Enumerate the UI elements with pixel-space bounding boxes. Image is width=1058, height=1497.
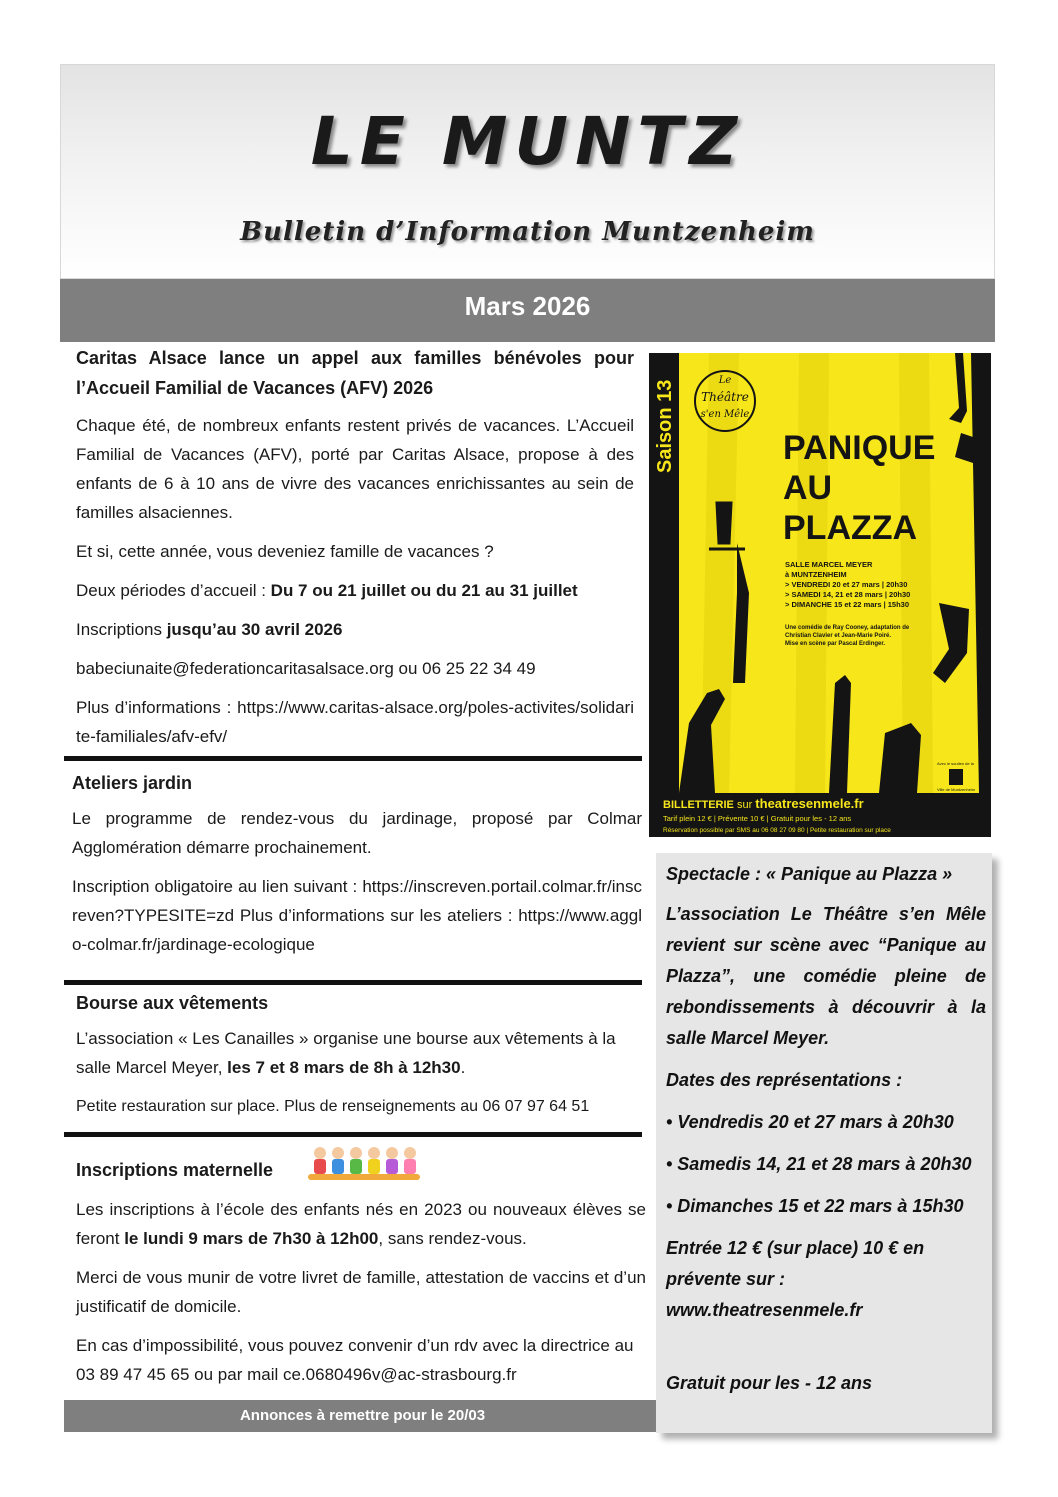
maternelle-text: Les inscriptions à l’école des enfants nés en 2023 ou nouveaux élèves se feront xyxy=(76,1200,646,1248)
bourse-heading: Bourse aux vêtements xyxy=(76,993,269,1013)
theatre-poster xyxy=(649,353,991,837)
poster-title-line2: AU xyxy=(783,469,833,507)
poster-season: Saison 13 xyxy=(654,379,676,473)
poster-support1: Avec le soutien de la xyxy=(937,761,974,766)
maternelle-dates xyxy=(76,1195,646,1253)
poster-support2: Ville de Muntzenheim xyxy=(937,787,976,792)
bulletin-title: LE MUNTZ xyxy=(310,103,745,180)
spectacle-title: Spectacle : « Panique au Plazza » xyxy=(666,864,953,884)
spectacle-date1: • Vendredis 20 et 27 mars à 20h30 xyxy=(666,1112,954,1132)
spectacle-description: L’association Le Théâtre s’en Mêle revient sur scène avec “Panique au Plazza”, une comédie pleine de rebondissements à découvrir à la salle Marcel Meyer. xyxy=(666,904,986,1048)
bourse-text: L’association « Les Canailles » organise une bourse aux vêtements à la salle Marcel Meyer, xyxy=(76,1029,616,1077)
poster-logo-theatre: Théâtre xyxy=(701,390,749,404)
caritas-section xyxy=(76,343,634,761)
caritas-more-info: Plus d’informations : https://www.caritas-alsace.org/poles-activites/solidarite-familiales/afv-efv/ xyxy=(76,698,634,746)
bulletin-subtitle: Bulletin d’Information Muntzenheim xyxy=(240,217,815,247)
maternelle-text-end: , sans rendez-vous. xyxy=(378,1229,527,1248)
inscriptions-value: jusqu’au 30 avril 2026 xyxy=(166,620,343,639)
maternelle-contact: En cas d’impossibilité, vous pouvez convenir d’un rdv avec la directrice au 03 89 47 45 65 ou par mail ce.0680496v@ac-strasbourg.fr xyxy=(76,1336,634,1384)
jardin-intro: Le programme de rendez-vous du jardinage, proposé par Colmar Agglomération démarre prochainement. xyxy=(72,809,642,857)
maternelle-heading xyxy=(76,1155,646,1185)
maternelle-title: Inscriptions maternelle xyxy=(76,1160,274,1180)
periods-value: Du 7 ou 21 juillet ou du 21 au 31 juillet xyxy=(270,581,578,600)
masthead xyxy=(60,64,995,279)
poster-tarifs: Tarif plein 12 € | Prévente 10 € | Gratuit pour les - 12 ans xyxy=(663,814,852,823)
poster-billetterie xyxy=(663,796,864,811)
spectacle-dates-title: Dates des représentations : xyxy=(666,1070,903,1090)
caritas-contact: babeciunaite@federationcaritasalsace.org ou 06 25 22 34 49 xyxy=(76,659,536,678)
poster-title-line3: PLAZZA xyxy=(783,509,918,547)
children-illustration-icon xyxy=(308,1144,420,1184)
section-divider xyxy=(64,1132,642,1137)
poster-date1: > VENDREDI 20 et 27 mars | 20h30 xyxy=(785,580,908,589)
spectacle-price: Entrée 12 € (sur place) 10 € en prévente sur : www.theatresenmele.fr xyxy=(666,1238,925,1320)
jardin-section xyxy=(72,768,642,969)
spectacle-box xyxy=(656,853,992,1433)
bourse-details xyxy=(76,1024,642,1082)
caritas-heading: Caritas Alsace lance un appel aux familles bénévoles pour l’Accueil Familial de Vacances (AFV) 2026 xyxy=(76,348,634,398)
jardin-links: Inscription obligatoire au lien suivant : https://inscreven.portail.colmar.fr/inscreven?TYPESITE=zd Plus d’informations sur les ateliers : https://www.agglo-colmar.fr/jardinage-ecologique xyxy=(72,877,642,954)
billetterie-label: BILLETTERIE xyxy=(663,799,734,811)
periods-label: Deux périodes d’accueil : xyxy=(76,581,271,600)
poster-credit3: Mise en scène par Pascal Erdinger. xyxy=(785,641,886,647)
poster-credit2: Christian Clavier et Jean-Marie Poiré. xyxy=(785,633,892,639)
spectacle-free: Gratuit pour les - 12 ans xyxy=(666,1373,873,1393)
poster-graphic xyxy=(649,353,991,837)
poster-logo-senmele: s'en Mêle xyxy=(700,409,750,420)
issue-month: Mars 2026 xyxy=(60,279,995,342)
deadline-note: Annonces à remettre pour le 20/03 xyxy=(64,1400,661,1432)
bourse-text-end: . xyxy=(460,1058,466,1077)
poster-title-line1: PANIQUE xyxy=(783,429,936,467)
chair-silhouette-icon xyxy=(879,723,921,793)
poster-venue2: à MUNTZENHEIM xyxy=(785,570,847,579)
caritas-periods xyxy=(76,576,634,605)
bourse-section xyxy=(76,988,642,1131)
caritas-question: Et si, cette année, vous deveniez famille de vacances ? xyxy=(76,542,494,561)
bourse-info: Petite restauration sur place. Plus de renseignements au 06 07 97 64 51 xyxy=(76,1098,590,1115)
spectacle-date2: • Samedis 14, 21 et 28 mars à 20h30 xyxy=(666,1154,972,1174)
section-divider xyxy=(64,756,642,761)
poster-date3: > DIMANCHE 15 et 22 mars | 15h30 xyxy=(785,600,910,609)
jardin-heading: Ateliers jardin xyxy=(72,773,193,793)
poster-venue1: SALLE MARCEL MEYER xyxy=(785,560,873,569)
spectacle-date3: • Dimanches 15 et 22 mars à 15h30 xyxy=(666,1196,964,1216)
bourse-dates: les 7 et 8 mars de 8h à 12h30 xyxy=(227,1058,461,1077)
poster-credit1: Une comédie de Ray Cooney, adaptation de xyxy=(785,625,910,631)
billetterie-sur: sur xyxy=(733,799,756,811)
poster-logo-le: Le xyxy=(718,375,732,386)
poster-date2: > SAMEDI 14, 21 et 28 mars | 20h30 xyxy=(785,590,911,599)
inscriptions-label: Inscriptions xyxy=(76,620,167,639)
caritas-intro: Chaque été, de nombreux enfants restent privés de vacances. L’Accueil Familial de Vacances (AFV), porté par Caritas Alsace, propose à des enfants de 6 à 10 ans de vivre des vacances enrichissantes au sein de familles alsaciennes. xyxy=(76,416,634,522)
billetterie-site: theatresenmele.fr xyxy=(755,796,864,811)
caritas-inscriptions xyxy=(76,615,634,644)
maternelle-documents: Merci de vous munir de votre livret de famille, attestation de vaccins et d’un justificatif de domicile. xyxy=(76,1268,646,1316)
maternelle-section xyxy=(76,1155,646,1399)
section-divider xyxy=(64,980,642,985)
maternelle-date: le lundi 9 mars de 7h30 à 12h00 xyxy=(124,1229,379,1248)
poster-reservation: Réservation possible par SMS au 06 08 27 09 80 | Petite restauration sur place xyxy=(663,827,891,834)
town-crest-icon xyxy=(949,769,963,785)
